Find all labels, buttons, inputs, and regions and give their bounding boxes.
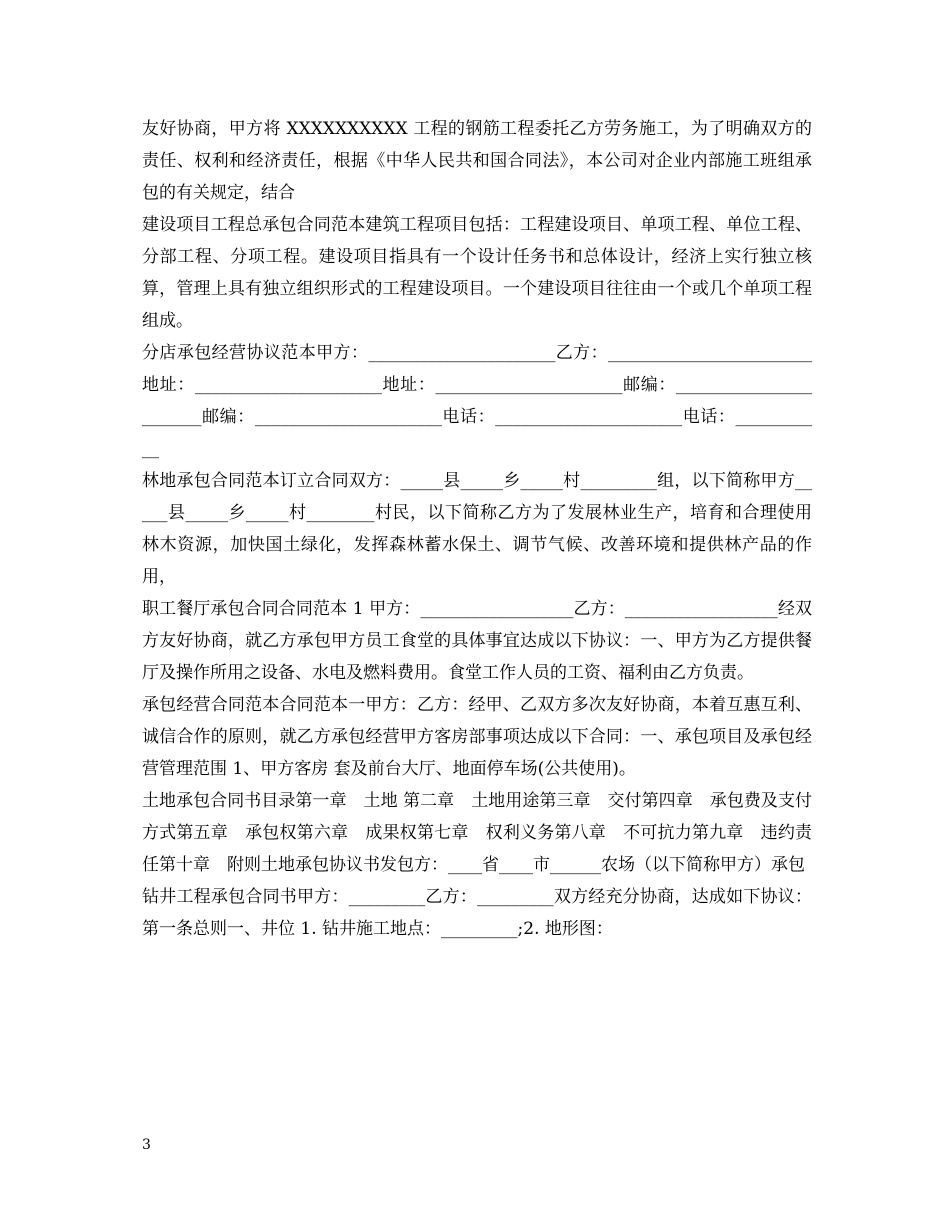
paragraph-branch-agreement: 分店承包经营协议范本甲方：______________________乙方：________________________地址：______________________地址：______________________邮编：_______________________邮编：______________________电话：______________________电话：___________ [142,343,812,459]
page-number: 3 [142,1137,151,1153]
paragraph-drilling-contract: 钻井工程承包合同书甲方：_________乙方：_________双方经充分协商，达成如下协议：第一条总则一、井位 1. 钻井施工地点：_________;2. 地形图： [142,887,812,939]
paragraph-steel-labor: 友好协商，甲方将 XXXXXXXXXX 工程的钢筋工程委托乙方劳务施工，为了明确双方的责任、权利和经济责任，根据《中华人民共和国合同法》，本公司对企业内部施工班组承包的有关规定，结合 [142,119,812,203]
document-body [142,113,812,945]
paragraph-land-contract: 土地承包合同书目录第一章 土地 第二章 土地用途第三章 交付第四章 承包费及支付方式第五章 承包权第六章 成果权第七章 权利义务第八章 不可抗力第九章 违约责任第十章 附则土地承包协议书发包方：____省____市______农场（以下简称甲方）承包 [142,791,812,875]
paragraph-staff-canteen: 职工餐厅承包合同合同范本 1 甲方：__________________乙方：__________________经双方友好协商，就乙方承包甲方员工食堂的具体事宜达成以下协议：一、甲方为乙方提供餐厅及操作所用之设备、水电及燃料费用。食堂工作人员的工资、福利由乙方负责。 [142,599,812,683]
paragraph-hotel-operation: 承包经营合同范本合同范本一甲方：乙方：经甲、乙双方多次友好协商，本着互惠互利、诚信合作的原则，就乙方承包经营甲方客房部事项达成以下合同：一、承包项目及承包经营管理范围 1、甲方客房 套及前台大厅、地面停车场(公共使用)。 [142,695,812,779]
paragraph-general-contract: 建设项目工程总承包合同范本建筑工程项目包括：工程建设项目、单项工程、单位工程、分部工程、分项工程。建设项目指具有一个设计任务书和总体设计，经济上实行独立核算，管理上具有独立组织形式的工程建设项目。一个建设项目往往由一个或几个单项工程组成。 [142,215,812,331]
paragraph-forest-land: 林地承包合同范本订立合同双方：_____县_____乡_____村_________组，以下简称甲方_____县_____乡_____村________村民，以下简称乙方为了发展林业生产，培育和合理使用林木资源，加快国土绿化，发挥森林蓄水保土、调节气候、改善环境和提供林产品的作用， [142,471,812,587]
